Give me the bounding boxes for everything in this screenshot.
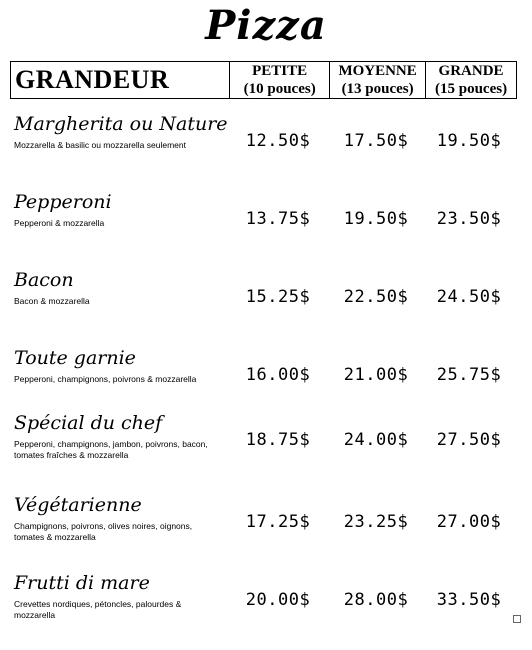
price-petite: 15.25$	[245, 287, 311, 307]
pizza-name: Toute garnie	[14, 347, 136, 369]
price-petite: 17.25$	[245, 512, 311, 532]
pizza-description: Pepperoni, champignons, poivrons & mozzarella	[14, 374, 197, 384]
price-petite: 16.00$	[245, 365, 311, 385]
price-moyenne: 24.00$	[343, 430, 409, 450]
price-grande: 33.50$	[436, 590, 502, 610]
size-name: GRANDE	[438, 63, 504, 79]
pizza-name: Végétarienne	[14, 494, 142, 516]
price-petite: 18.75$	[245, 430, 311, 450]
menu-row	[0, 494, 532, 572]
pizza-description: Pepperoni, champignons, jambon, poivrons, bacon, tomates fraîches & mozzarella	[14, 439, 208, 460]
price-grande: 27.00$	[436, 512, 502, 532]
size-inches: (10 pouces)	[243, 81, 316, 97]
price-moyenne: 21.00$	[343, 365, 409, 385]
size-inches: (15 pouces)	[435, 81, 508, 97]
header-grandeur: GRANDEUR	[11, 62, 230, 99]
price-moyenne: 28.00$	[343, 590, 409, 610]
pizza-description: Crevettes nordiques, pétoncles, palourdes & mozzarella	[14, 599, 182, 620]
pizza-name: Pepperoni	[14, 191, 112, 213]
header-size-grande	[426, 62, 517, 99]
size-inches: (13 pouces)	[341, 81, 414, 97]
price-moyenne: 19.50$	[343, 209, 409, 229]
price-moyenne: 17.50$	[343, 131, 409, 151]
pizza-name: Bacon	[14, 269, 74, 291]
pizza-name: Frutti di mare	[14, 572, 150, 594]
page-title: Pizza	[205, 2, 327, 49]
price-petite: 13.75$	[245, 209, 311, 229]
size-name: PETITE	[252, 63, 308, 79]
pizza-description: Mozzarella & basilic ou mozzarella seulement	[14, 140, 186, 150]
page-corner-marker	[513, 615, 521, 623]
pizza-description: Pepperoni & mozzarella	[14, 218, 105, 228]
price-moyenne: 22.50$	[343, 287, 409, 307]
header-size-petite	[230, 62, 330, 99]
menu-row	[0, 113, 532, 191]
price-moyenne: 23.25$	[343, 512, 409, 532]
header-size-moyenne	[330, 62, 426, 99]
pizza-description: Bacon & mozzarella	[14, 296, 90, 306]
size-name: MOYENNE	[338, 63, 417, 79]
size-header-table	[10, 61, 517, 99]
price-petite: 20.00$	[245, 590, 311, 610]
price-grande: 27.50$	[436, 430, 502, 450]
menu-row	[0, 191, 532, 269]
price-grande: 24.50$	[436, 287, 502, 307]
pizza-name: Spécial du chef	[14, 412, 163, 434]
pizza-description: Champignons, poivrons, olives noires, oignons, tomates & mozzarella	[14, 521, 193, 542]
menu-row	[0, 572, 532, 650]
menu-row	[0, 412, 532, 490]
menu-row	[0, 269, 532, 347]
price-petite: 12.50$	[245, 131, 311, 151]
pizza-name: Margherita ou Nature	[14, 113, 228, 135]
price-grande: 23.50$	[436, 209, 502, 229]
price-grande: 25.75$	[436, 365, 502, 385]
price-grande: 19.50$	[436, 131, 502, 151]
